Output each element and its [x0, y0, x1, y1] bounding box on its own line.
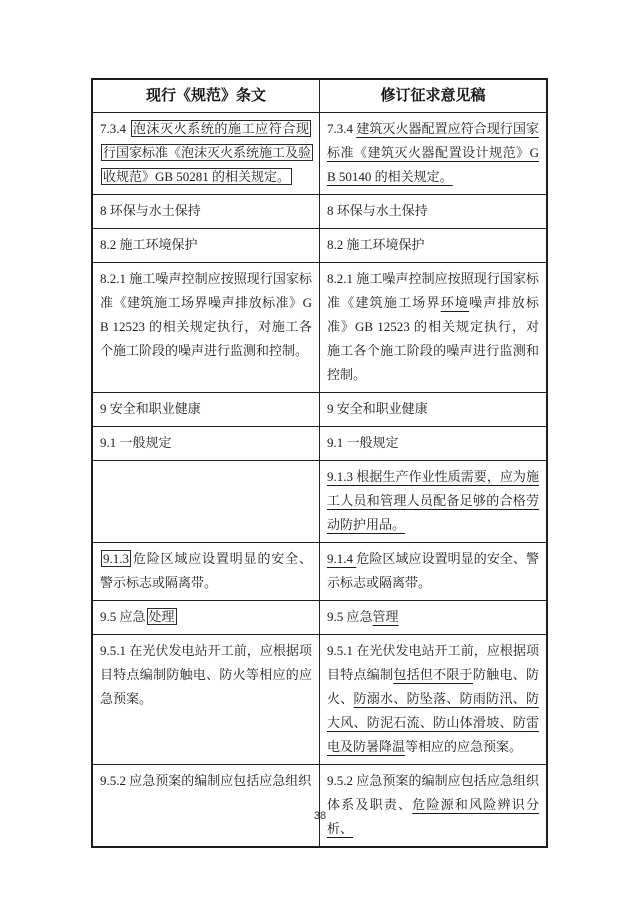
deleted-text: 泡沫灭火系统的施工应符合现行国家标准《泡沫灭火系统施工及验收规范》GB 50281 的相关规定。 [103, 121, 312, 184]
table-row [92, 393, 547, 427]
cell-revised-draft [320, 393, 548, 427]
table-row [92, 263, 547, 393]
cell-current-spec [92, 601, 320, 635]
cell-current-spec [92, 229, 320, 263]
inserted-text: 管理 [372, 609, 399, 624]
cell-revised-draft [320, 427, 548, 461]
text-run: 9.5.2 应急预案的编制应包括应急组织 [100, 773, 312, 788]
text-run: 危险区域应设置明显的安全、警示标志或隔离带。 [100, 551, 312, 590]
cell-revised-draft [320, 635, 548, 765]
cell-current-spec [92, 263, 320, 393]
inserted-text: 环境 [440, 295, 470, 310]
text-run: 8.2 施工环境保护 [327, 237, 425, 252]
deleted-text: 9.1.3 [103, 551, 129, 566]
page-number: 38 [313, 810, 327, 822]
table-row [92, 229, 547, 263]
cell-revised-draft [320, 601, 548, 635]
cell-current-spec [92, 195, 320, 229]
inserted-text: 防溺水、防坠落、防雨防汛、防大风、防泥石流、防山体滑坡、防雷电及防暑降温 [327, 691, 539, 754]
cell-revised-draft [320, 113, 548, 195]
table-row [92, 195, 547, 229]
cell-current-spec [92, 427, 320, 461]
table-row [92, 635, 547, 765]
text-run: 9.1 一般规定 [327, 435, 399, 450]
inserted-text: 建筑灭火器配置应符合现行国家标准《建筑灭火器配置设计规范》GB 50140 的相关规定。 [327, 121, 539, 184]
text-run: 9 安全和职业健康 [327, 401, 428, 416]
deleted-text: 处理 [148, 609, 175, 624]
text-run: 危险区域应设置明显的安全、警示标志或隔离带。 [327, 551, 539, 590]
text-run: 9.5 应急 [327, 609, 373, 624]
column-header-revised-draft: 修订征求意见稿 [320, 79, 548, 113]
header-row [92, 79, 547, 113]
table-row [92, 765, 547, 848]
cell-revised-draft [320, 461, 548, 543]
cell-revised-draft [320, 543, 548, 601]
inserted-text: 9.1.3 根据生产作业性质需要，应为施工人员和管理人员配备足够的合格劳动防护用品。 [327, 469, 539, 532]
text-run: 9.5 应急 [100, 609, 146, 624]
comparison-table-header [92, 79, 547, 113]
text-run: 防触电、防火、 [327, 667, 539, 706]
text-run: 噪声排放标准》GB 12523 的相关规定执行，对施工各个施工阶段的噪声进行监测和控制。 [327, 295, 539, 382]
text-run: 8 环保与水土保持 [327, 203, 428, 218]
text-run: 8.2 施工环境保护 [100, 237, 198, 252]
cell-revised-draft [320, 263, 548, 393]
table-row [92, 543, 547, 601]
text-run: 9.5.1 在光伏发电站开工前，应根据项目特点编制防触电、防火等相应的应急预案。 [100, 643, 312, 706]
cell-revised-draft [320, 765, 548, 848]
inserted-text: 9.1.4 [327, 551, 357, 566]
cell-current-spec [92, 113, 320, 195]
cell-revised-draft [320, 195, 548, 229]
comparison-table-body [92, 113, 547, 848]
text-run: 等相应的应急预案。 [405, 739, 523, 754]
inserted-text: 危险源和风险辨识分析、 [327, 797, 539, 836]
table-row [92, 461, 547, 543]
table-row [92, 113, 547, 195]
cell-current-spec [92, 461, 320, 543]
cell-revised-draft [320, 229, 548, 263]
table-row [92, 601, 547, 635]
cell-current-spec [92, 543, 320, 601]
text-run: 9.5.2 应急预案的编制应包括应急组织体系及职责、 [327, 773, 539, 812]
column-header-current-spec: 现行《规范》条文 [92, 79, 320, 113]
cell-current-spec [92, 765, 320, 848]
text-run: 9.5.1 在光伏发电站开工前，应根据项目特点编制 [327, 643, 539, 682]
text-run: 9 安全和职业健康 [100, 401, 201, 416]
inserted-text: 包括但不限于 [393, 667, 473, 682]
text-run: 7.3.4 [100, 121, 130, 136]
text-run: 8.2.1 施工噪声控制应按照现行国家标准《建筑施工场界噪声排放标准》GB 12523 的相关规定执行，对施工各个施工阶段的噪声进行监测和控制。 [100, 271, 312, 358]
table-row [92, 427, 547, 461]
text-run: 8 环保与水土保持 [100, 203, 201, 218]
comparison-table [91, 78, 548, 848]
text-run: 8.2.1 施工噪声控制应按照现行国家标准《建筑施工场界 [327, 271, 539, 310]
cell-current-spec [92, 635, 320, 765]
cell-current-spec [92, 393, 320, 427]
text-run: 7.3.4 [327, 121, 357, 136]
text-run: 9.1 一般规定 [100, 435, 172, 450]
